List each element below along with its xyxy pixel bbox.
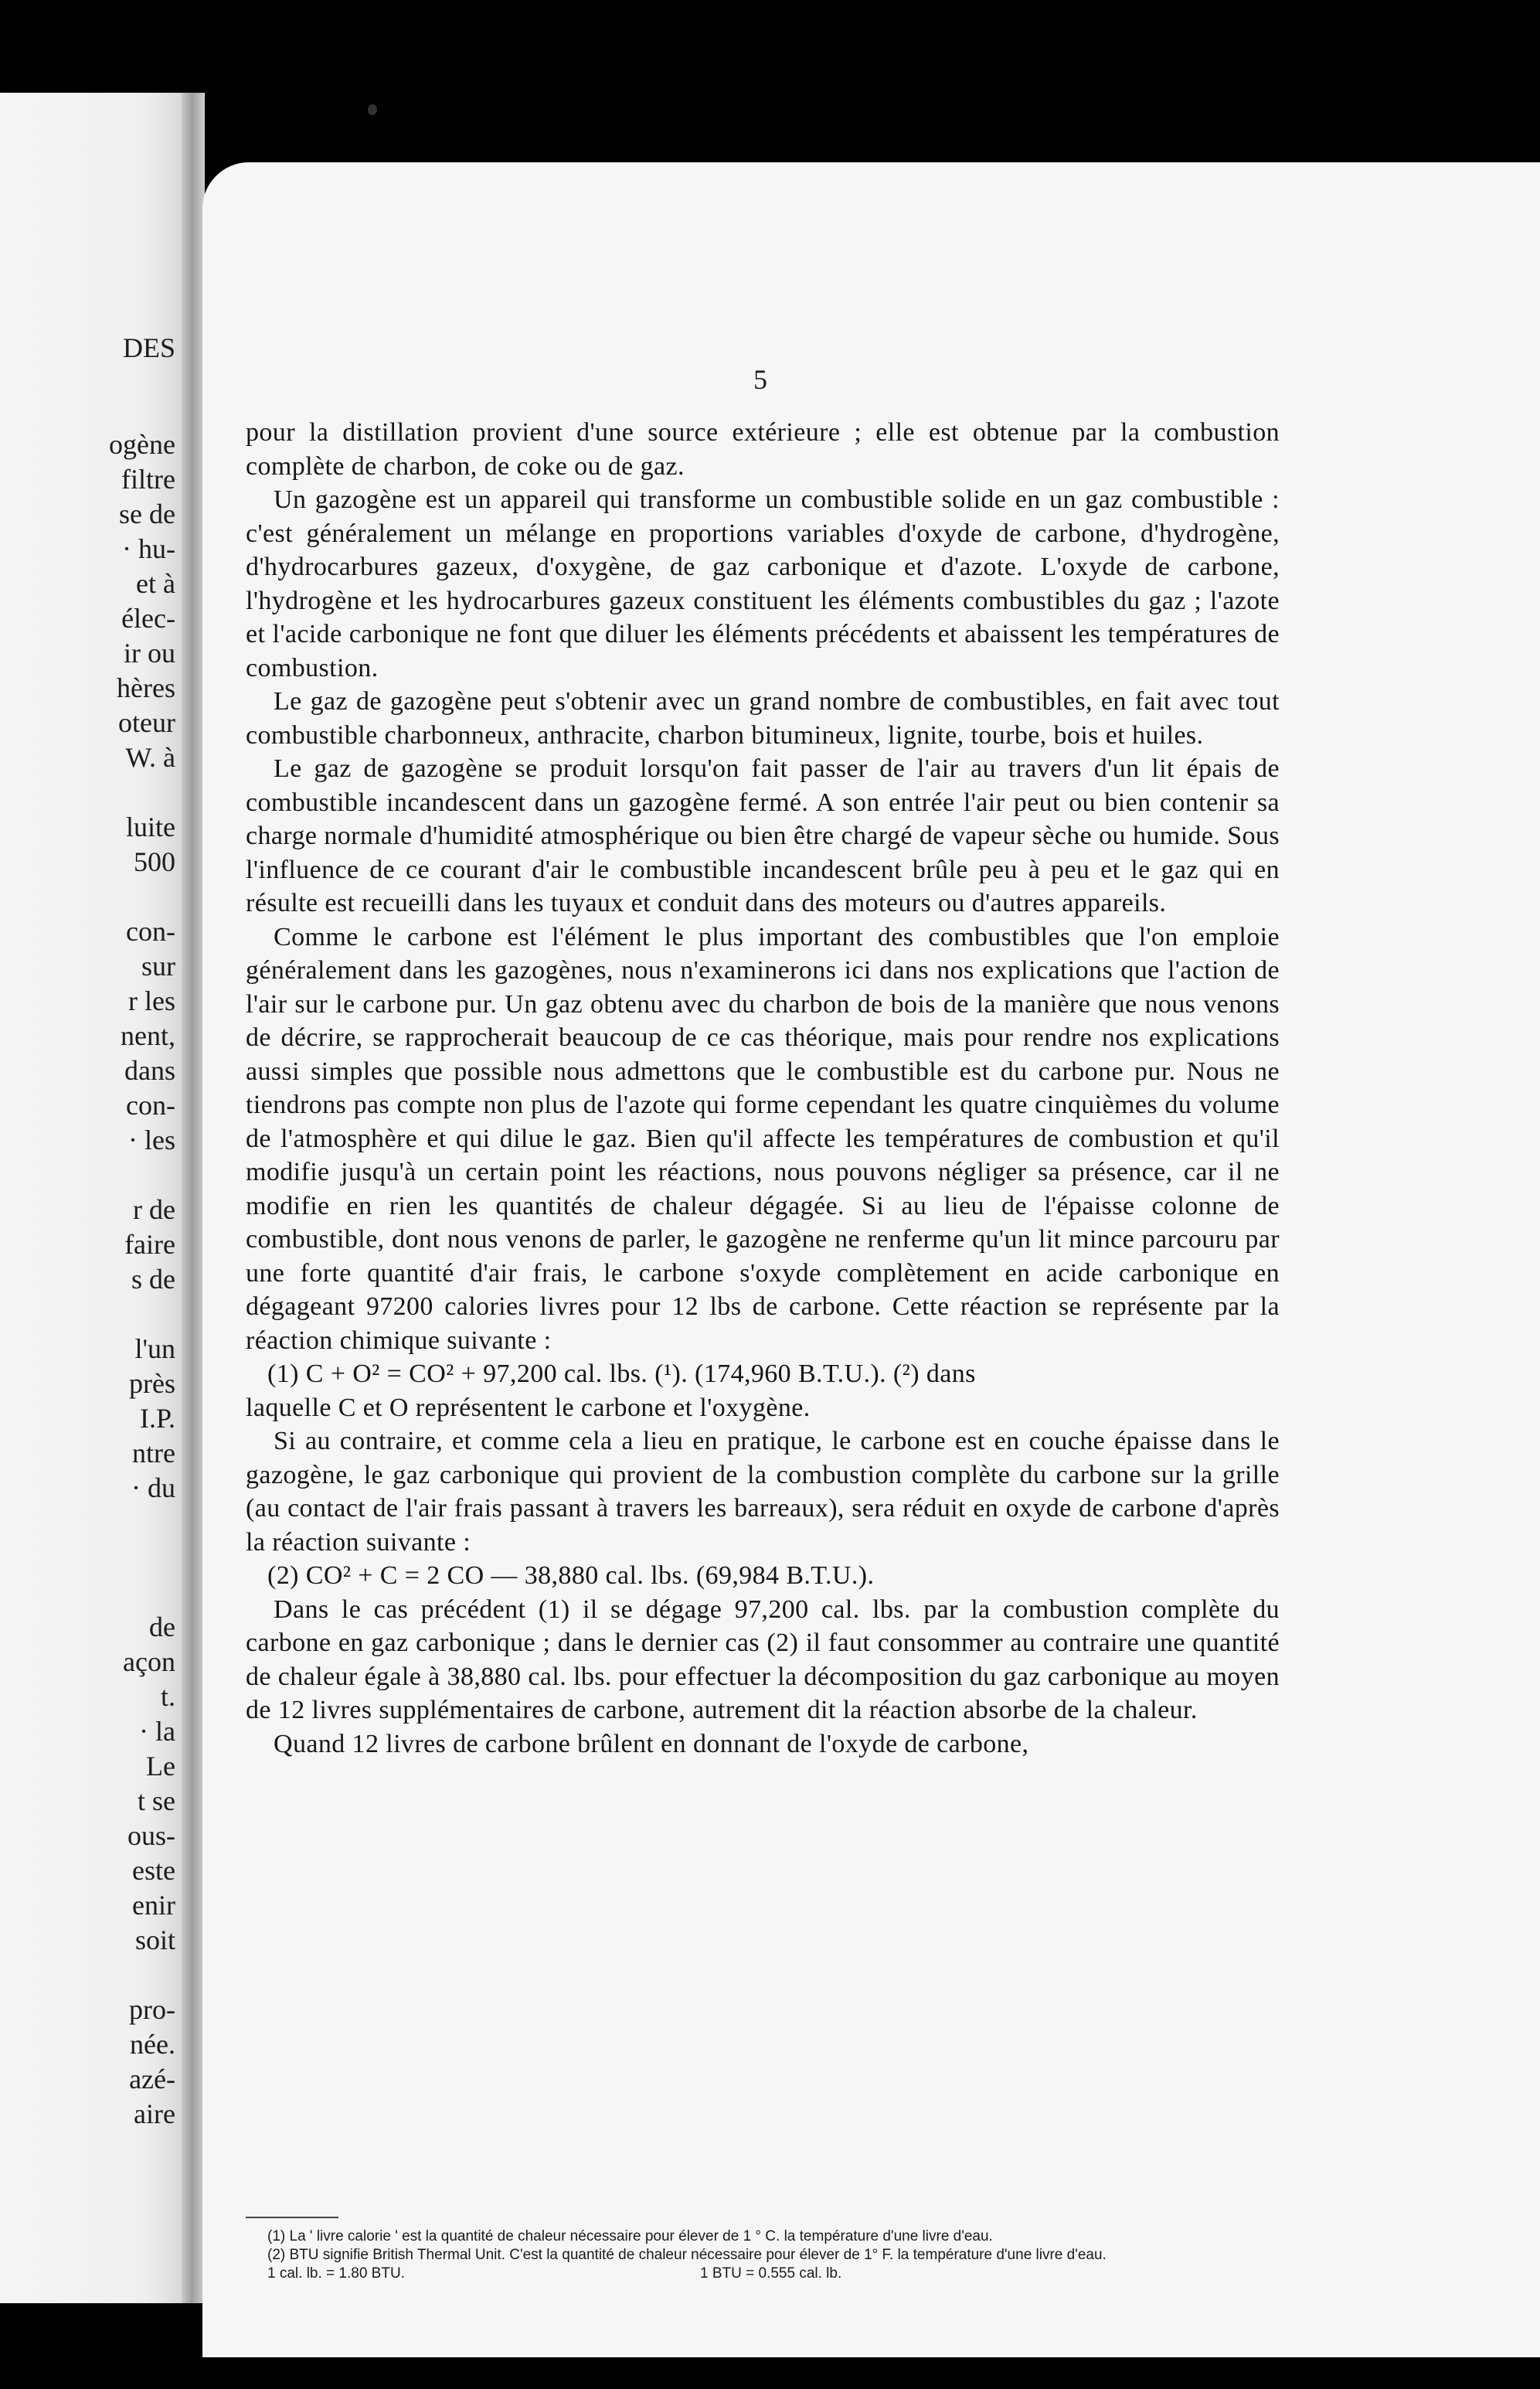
footnotes: [246, 2227, 1280, 2283]
body-text: [246, 416, 1280, 1761]
footnote-rule: [246, 2217, 338, 2218]
left-page-fragment: élec-: [121, 603, 175, 634]
left-page-fragment: oteur: [118, 707, 175, 738]
left-page-fragment: 500: [134, 846, 175, 877]
left-page-fragment: et à: [136, 568, 175, 599]
left-page-fragment: Le: [146, 1751, 175, 1782]
equation-1: (1) C + O² = CO² + 97,200 cal. lbs. (¹). (174,960 B.T.U.). (²) dans: [267, 1360, 976, 1388]
paragraph: pour la distillation provient d'une source extérieure ; elle est obtenue par la combustion complète de charbon, de coke ou de gaz.: [246, 418, 1280, 481]
left-page-fragment: nent,: [121, 1020, 175, 1051]
left-page-fragment: sur: [141, 951, 175, 982]
conversion-btu-to-cal: 1 BTU = 0.555 cal. lb.: [700, 2265, 842, 2282]
left-page-fragment: r de: [133, 1194, 175, 1225]
left-page-fragment: faire: [124, 1229, 175, 1260]
left-page-fragment: ogène: [109, 429, 175, 460]
left-page-fragment: · la: [139, 1716, 175, 1747]
left-page-fragment: soit: [134, 1924, 175, 1955]
left-page-fragment: pro-: [129, 1994, 175, 2025]
left-page-fragment: açon: [123, 1646, 175, 1677]
left-page-fragment: ntre: [132, 1438, 175, 1468]
left-page-fragment: hères: [117, 672, 175, 703]
paragraph: Dans le cas précédent (1) il se dégage 97,200 cal. lbs. par la combustion complète du carbone en gaz carbonique ; dans le dernier cas (2) il faut consommer au contraire une quantité de chaleur égale à 38,880 cal. lbs. pour effectuer la décomposition du gaz carbonique au moyen de 12 livres supplémentaires de carbone, autrement dit la réaction absorbe de la chaleur.: [246, 1594, 1280, 1724]
footnote-2: (2) BTU signifie British Thermal Unit. C'est la quantité de chaleur nécessaire pour élever de 1° F. la température d'une livre d'eau.: [267, 2247, 1107, 2263]
left-page-fragment: de: [149, 1611, 175, 1642]
paragraph: Si au contraire, et comme cela a lieu en pratique, le carbone est en couche épaisse dans le gazogène, le gaz carbonique qui provient de la combustion complète du carbone sur la grille (au contact de l'air frais passant à travers les barreaux), sera réduit en oxyde de carbone d'après la réaction suivante :: [246, 1427, 1280, 1557]
page-number: 5: [753, 364, 767, 395]
book-gutter: [182, 93, 205, 2303]
left-page-fragment: t.: [160, 1681, 175, 1712]
paragraph: Le gaz de gazogène peut s'obtenir avec un grand nombre de combustibles, en fait avec tout combustible charbonneux, anthracite, charbon bitumineux, lignite, tourbe, bois et huiles.: [246, 687, 1280, 750]
left-page-fragment: · du: [131, 1472, 175, 1503]
left-page-fragment: près: [129, 1368, 175, 1399]
paragraph: Quand 12 livres de carbone brûlent en donnant de l'oxyde de carbone,: [274, 1729, 1029, 1758]
left-page-fragment: aire: [134, 2098, 175, 2129]
conversion-cal-to-btu: 1 cal. lb. = 1.80 BTU.: [267, 2265, 405, 2282]
left-facing-page: [0, 93, 182, 2303]
left-page-fragment: ous-: [127, 1820, 175, 1851]
left-page-fragment: se de: [119, 499, 175, 529]
paragraph: Comme le carbone est l'élément le plus important des combustibles que l'on emploie généralement dans les gazogènes, nous n'examinerons ici dans nos explications que l'action de l'air sur le carbone pur. Un gaz obtenu avec du charbon de bois de la manière que nous venons de décrire, se rapprocherait beaucoup de ce cas théorique, mais pour rendre nos explications aussi simples que possible nous admettons que le combustible est du carbone pur. Nous ne tiendrons pas compte non plus de l'azote qui forme cependant les quatre cinquièmes du volume de l'atmosphère et qui dilue le gaz. Bien qu'il affecte les températures de combustion et qu'il modifie jusqu'à un certain point les réactions, nous pouvons négliger sa présence, car il ne modifie en rien les quantités de chaleur dégagée. Si au lieu de l'épaisse colonne de combustible, dont nous venons de parler, le gazogène ne renferme qu'un lit mince parcouru par une forte quantité d'air frais, le carbone s'oxyde complètement en acide carbonique en dégageant 97200 calories livres pour 12 lbs de carbone. Cette réaction se représente par la réaction chimique suivante :: [246, 922, 1280, 1355]
left-page-fragment: s de: [131, 1264, 175, 1295]
equation-1-continuation: laquelle C et O représentent le carbone et l'oxygène.: [246, 1393, 811, 1422]
left-page-fragment: née.: [130, 2029, 175, 2060]
left-page-fragment: enir: [132, 1890, 175, 1921]
left-page-fragment: luite: [126, 812, 175, 842]
dust-speck: [368, 104, 377, 115]
left-page-fragment: con-: [126, 1090, 175, 1121]
paragraph: Un gazogène est un appareil qui transforme un combustible solide en un gaz combustible : c'est généralement un mélange en proportions variables d'oxyde de carbone, d'hydrogène, d'hydrocarbures gazeux, d'oxygène, de gaz carbonique et d'azote. L'oxyde de carbone, l'hydrogène et les hydrocarbures gazeux constituent les éléments combustibles du gaz ; l'azote et l'acide carbonique ne font que diluer les éléments précédents et abaissent les températures de combustion.: [246, 485, 1280, 682]
left-page-fragment: azé-: [129, 2064, 175, 2095]
left-page-fragment: t se: [138, 1785, 175, 1816]
left-page-fragment: filtre: [121, 464, 175, 495]
left-page-fragment: con-: [126, 916, 175, 947]
left-page-fragment: dans: [124, 1055, 175, 1086]
paragraph: Le gaz de gazogène se produit lorsqu'on fait passer de l'air au travers d'un lit épais de combustible incandescent dans un gazogène fermé. A son entrée l'air peut ou bien contenir sa charge normale d'humidité atmosphérique ou bien être chargé de vapeur sèche ou humide. Sous l'influence de ce courant d'air le combustible incandescent brûle peu à peu et le gaz qui en résulte est recueilli dans les tuyaux et conduit dans des moteurs ou d'autres appareils.: [246, 754, 1280, 917]
left-page-fragment: l'un: [134, 1333, 175, 1364]
left-page-fragment: I.P.: [139, 1403, 175, 1434]
footnote-1: (1) La ' livre calorie ' est la quantité de chaleur nécessaire pour élever de 1 ° C. la température d'une livre d'eau.: [267, 2228, 993, 2244]
left-page-fragment: · les: [128, 1125, 175, 1155]
equation-2: (2) CO² + C = 2 CO — 38,880 cal. lbs. (69,984 B.T.U.).: [267, 1561, 875, 1590]
unit-conversion: [246, 2265, 1280, 2283]
left-page-fragment: r les: [128, 985, 175, 1016]
left-page-fragment: este: [132, 1855, 175, 1886]
left-page-fragment: DES: [122, 332, 175, 363]
left-page-fragment: W. à: [125, 742, 175, 773]
left-page-fragment: ir ou: [124, 638, 175, 669]
left-page-fragment: · hu-: [122, 533, 175, 564]
